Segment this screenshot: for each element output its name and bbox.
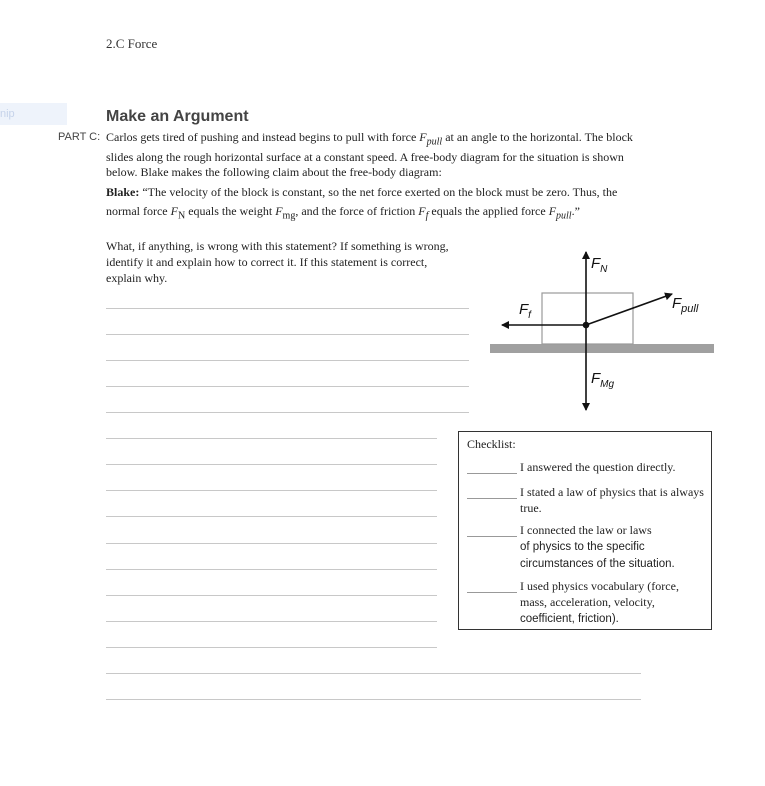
answer-line[interactable] [106,438,437,439]
answer-line[interactable] [106,334,469,335]
part-label: PART C: [58,131,101,143]
answer-line[interactable] [106,543,437,544]
svg-text:Fpull [672,295,699,315]
answer-line[interactable] [106,386,469,387]
claim-text-a: “The velocity of the block is constant, so the net force exerted on the block must be zero. Thus, the normal force [106,185,618,218]
claim-fpull: F [548,204,557,218]
checklist-item-text-a: I connected the law or laws [520,523,652,537]
answer-line[interactable] [106,516,437,517]
answer-line[interactable] [106,464,437,465]
prompt-force-sub: pull [426,136,443,148]
answer-line[interactable] [106,673,641,674]
checklist-item-text: I answered the question directly. [520,460,676,474]
page-title: Make an Argument [106,108,249,125]
check-blank[interactable] [467,536,517,537]
checklist-item-text-b: coefficient, friction). [520,613,619,625]
answer-line[interactable] [106,569,437,570]
checklist-item-text [520,522,705,572]
check-blank[interactable] [467,498,517,499]
free-body-diagram [486,244,718,416]
label-fpull-sub: pull [681,303,699,315]
label-fn-sub: N [600,264,608,275]
block [542,293,633,344]
prompt-force: F [419,130,427,144]
svg-text:FN [591,255,608,275]
answer-line[interactable] [106,360,469,361]
check-blank[interactable] [467,473,517,474]
claim-speaker: Blake: [106,185,140,199]
surface [490,344,714,353]
claim-ff-sub: f [425,210,429,222]
label-fmg-sub: Mg [600,379,615,390]
claim-fpull-sub: pull [556,210,572,222]
checklist-item-text-b: of physics to the specific circumstances of the situation. [520,541,675,570]
checklist-item-text-a: I used physics vocabulary (force, mass, acceleration, velocity, [520,579,679,609]
claim-ff: F [418,204,426,218]
claim-text-d: equals the applied force [428,204,549,218]
answer-line[interactable] [106,412,469,413]
claim-fn: F [170,204,178,218]
svg-text:FMg [591,370,615,390]
answer-line[interactable] [106,308,469,309]
force-origin-dot [583,322,590,329]
answer-line[interactable] [106,490,437,491]
prompt-text-b: at an angle to the horizontal. The block slides along the rough horizontal surface at a constant speed. A free-body diagram for the situation is shown below. Blake makes the following claim about the free-body diagram: [106,130,633,180]
prompt-text-a: Carlos gets tired of pushing and instead begins to pull with force [106,130,420,144]
claim-fn-sub: N [177,210,186,222]
checklist-box [458,431,712,630]
section-header: 2.C Force [106,36,158,51]
answer-line[interactable] [106,647,437,648]
answer-line[interactable] [106,699,641,700]
checklist-item-text: I stated a law of physics that is always true. [520,485,704,515]
question-text: What, if anything, is wrong with this statement? If something is wrong, identify it and explain how to correct it. If this statement is correct, explain why. [106,239,449,285]
claim-text-e: .” [571,204,580,218]
claim-fmg-sub: mg [282,210,296,222]
check-blank[interactable] [467,592,517,593]
claim-fmg: F [275,204,283,218]
claim-text-b: equals the weight [185,204,276,218]
label-fn-main: F [591,255,601,272]
checklist-title: Checklist: [467,437,516,451]
blake-claim [106,183,641,225]
label-fmg-main: F [591,370,601,387]
claim-text-c: , and the force of friction [295,204,419,218]
svg-text:Ff [519,301,532,321]
side-tab[interactable]: nip [0,103,67,125]
answer-line[interactable] [106,595,437,596]
answer-line[interactable] [106,621,437,622]
checklist-item-text [520,578,705,627]
part-prompt [106,130,641,181]
label-ff-sub: f [528,310,531,321]
label-ff-main: F [519,301,529,318]
label-fpull-main: F [672,295,682,312]
